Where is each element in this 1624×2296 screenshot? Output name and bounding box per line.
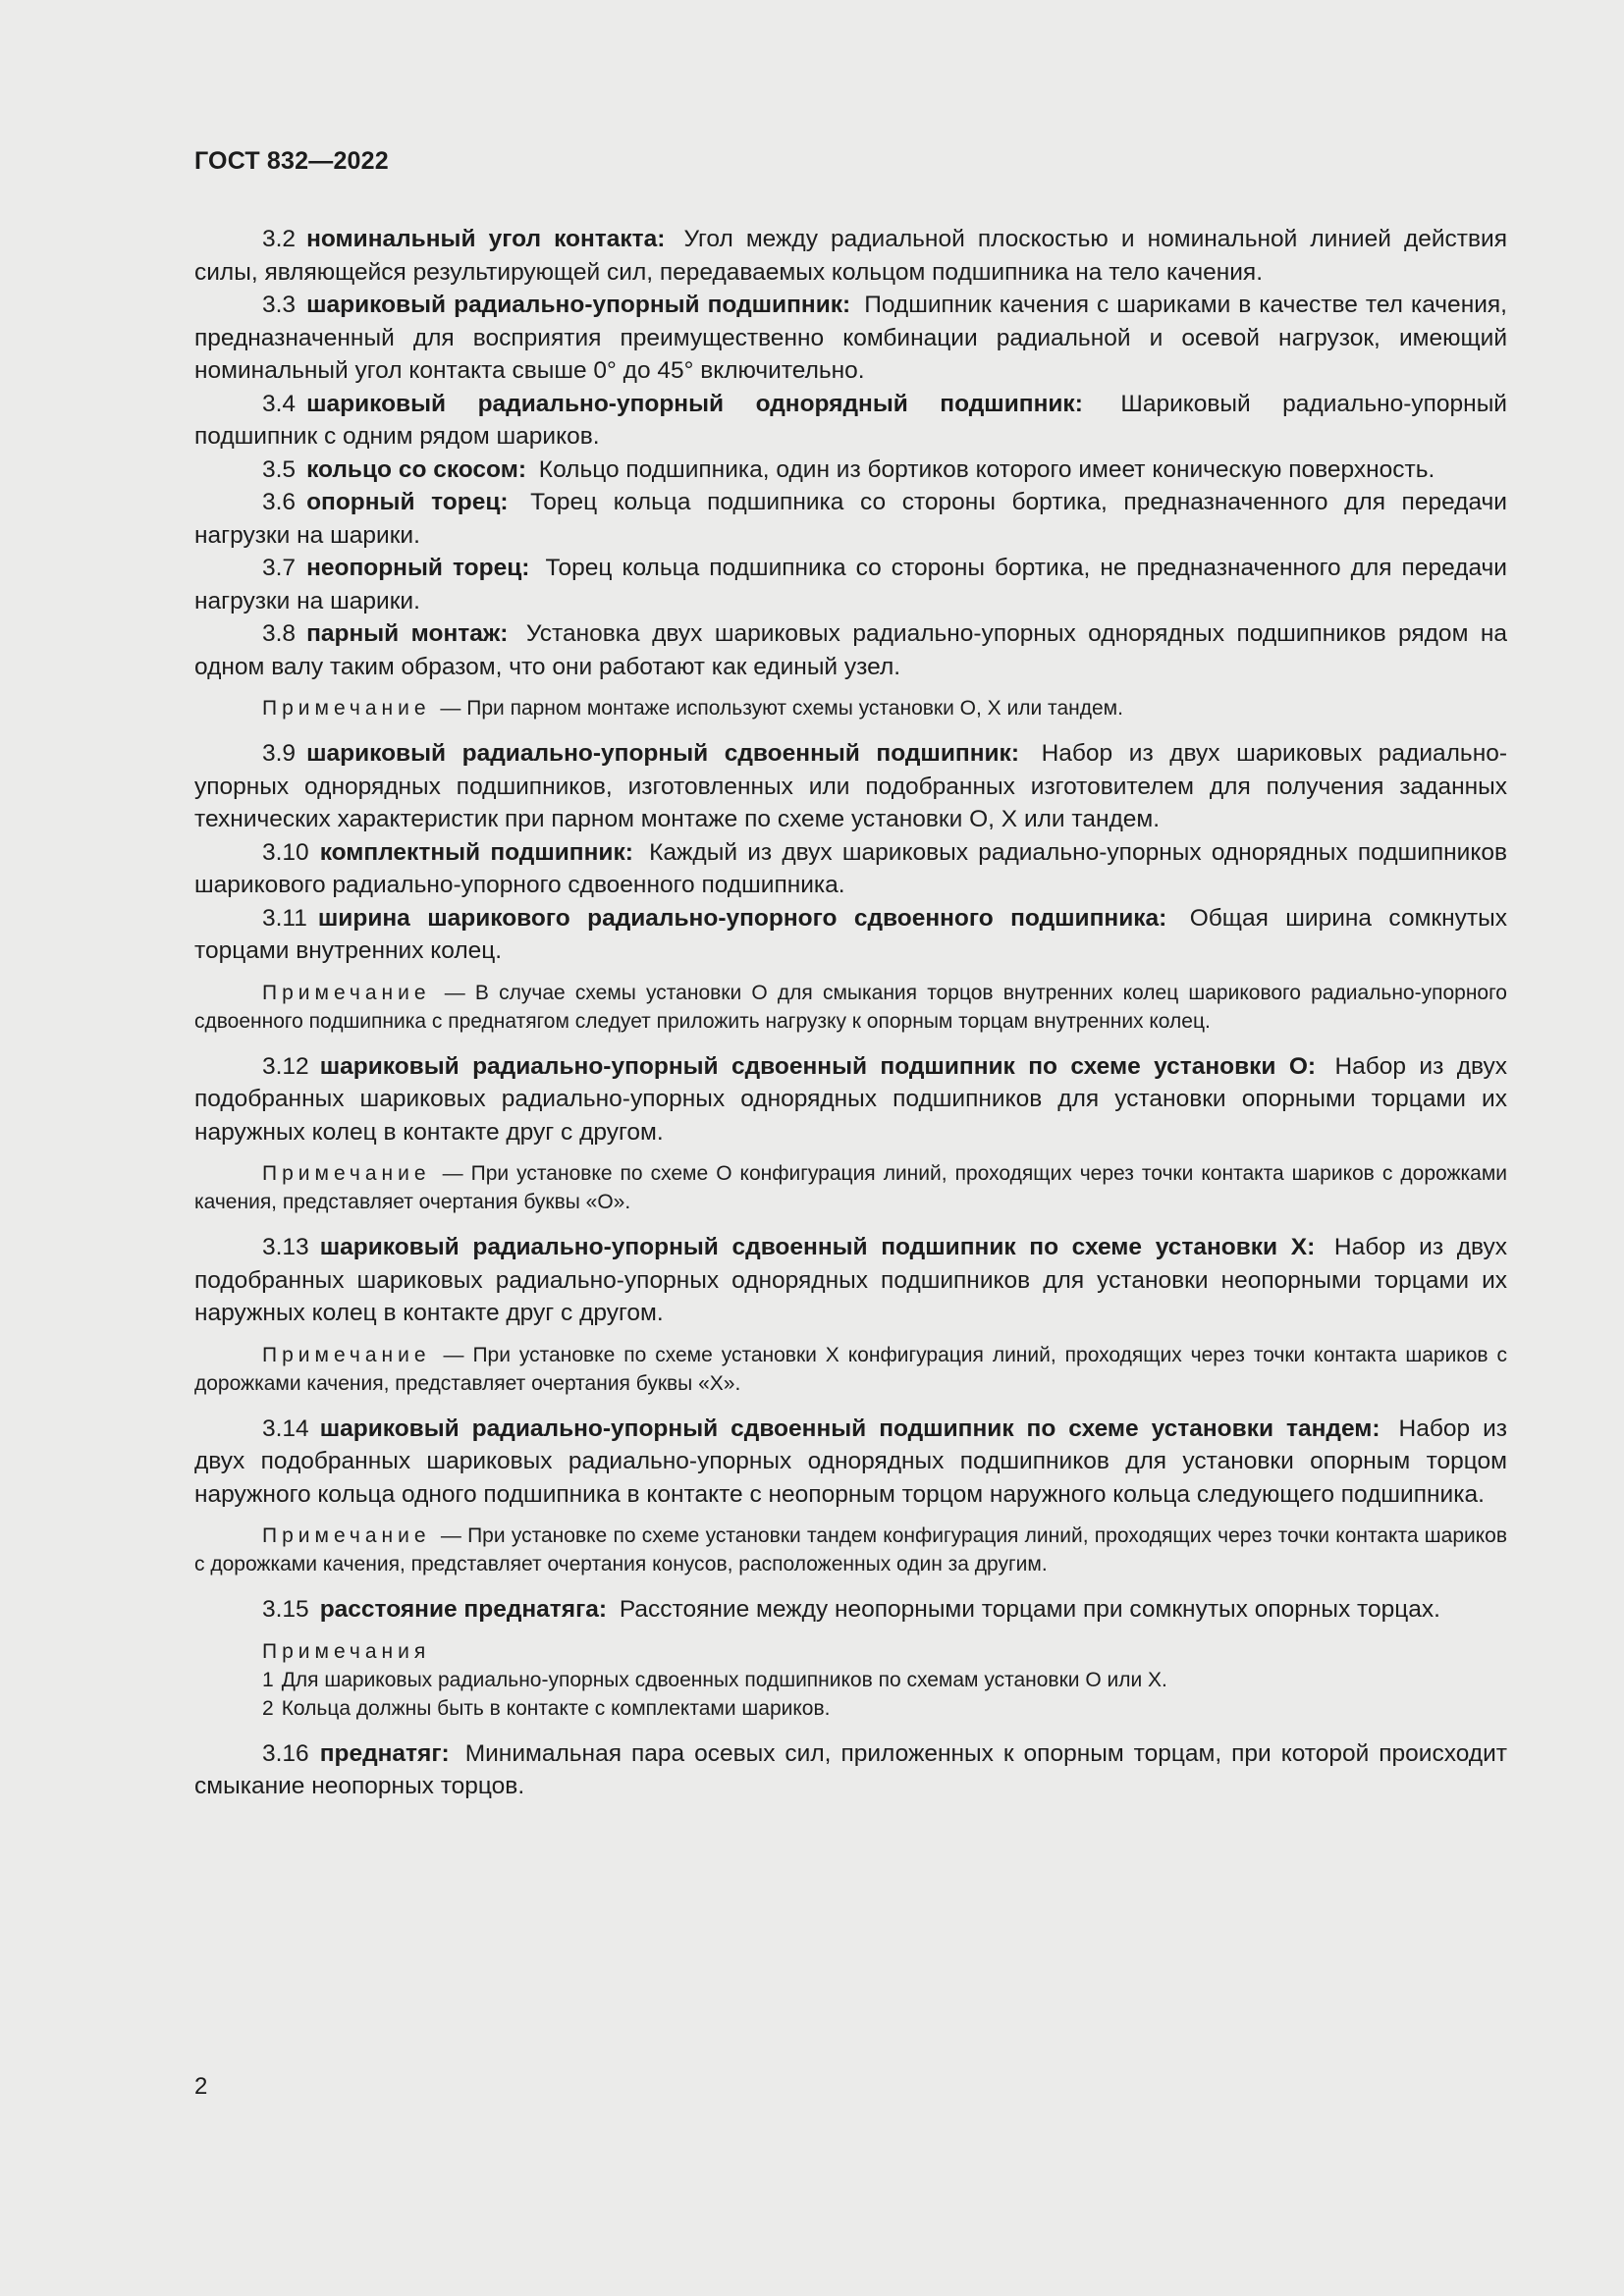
term-number: 3.8 xyxy=(262,620,297,647)
term-number: 3.11 xyxy=(262,904,307,932)
term-number: 3.9 xyxy=(262,740,297,767)
note-3-12 xyxy=(194,1159,1507,1216)
term-number: 3.15 xyxy=(262,1596,309,1623)
notes-item-text: Для шариковых радиально-упорных сдвоенных подшипников по схемам установки О или Х. xyxy=(281,1668,1167,1691)
term-name: преднатяг: xyxy=(319,1739,450,1767)
note-3-8 xyxy=(194,694,1507,722)
note-label: Примечание xyxy=(262,1343,431,1366)
term-3-5 xyxy=(194,454,1507,487)
term-definition: Общая ширина сомкнутых торцами внутренних колец. xyxy=(194,904,1507,964)
term-name: комплектный подшипник: xyxy=(319,838,633,866)
term-definition: Шариковый радиально-упорный подшипник с одним рядом шариков. xyxy=(194,390,1507,450)
term-name: расстояние преднатяга: xyxy=(319,1596,608,1623)
term-definition: Набор из двух подобранных шариковых радиально-упорных однорядных подшипников для установки опорным торцом наружного кольца одного подшипника в контакте с неопорным торцом наружного кольца следующего подшипника. xyxy=(194,1415,1507,1508)
term-3-11 xyxy=(194,902,1507,968)
note-text: — При установке по схеме установки тандем конфигурация линий, проходящих через точки контакта шариков с дорожками качения, представляет очертания конусов, расположенных один за другим. xyxy=(194,1524,1507,1575)
term-definition: Кольцо подшипника, один из бортиков которого имеет коническую поверхность. xyxy=(538,455,1435,483)
term-name: шариковый радиально-упорный сдвоенный подшипник по схеме установки О: xyxy=(319,1052,1317,1080)
notes-item-number: 2 xyxy=(262,1696,274,1720)
term-definition: Торец кольца подшипника со стороны бортика, не предназначенного для передачи нагрузки на шарики. xyxy=(194,555,1507,614)
term-3-10 xyxy=(194,836,1507,902)
note-text: — В случае схемы установки О для смыкания торцов внутренних колец шарикового радиально-упорного сдвоенного подшипника с преднатягом следует приложить нагрузку к опорным торцам внутренних колец. xyxy=(194,981,1507,1033)
term-definition: Набор из двух шариковых радиально-упорных однорядных подшипников, изготовленных или подобранных изготовителем для получения заданных технических характеристик при парном монтаже по схеме установки О, Х или тандем. xyxy=(194,740,1508,832)
term-definition: Установка двух шариковых радиально-упорных однорядных подшипников рядом на одном валу таким образом, что они работают как единый узел. xyxy=(194,620,1508,680)
term-3-8 xyxy=(194,617,1507,683)
term-name: шариковый радиально-упорный однорядный подшипник: xyxy=(306,390,1083,417)
term-name: неопорный торец: xyxy=(306,555,530,581)
term-number: 3.12 xyxy=(262,1052,309,1080)
term-name: парный монтаж: xyxy=(306,620,509,647)
term-3-2 xyxy=(194,223,1507,289)
notes-item-text: Кольца должны быть в контакте с комплектами шариков. xyxy=(281,1696,831,1720)
term-3-3 xyxy=(194,289,1507,388)
term-definition: Расстояние между неопорными торцами при сомкнутых опорных торцах. xyxy=(619,1596,1440,1623)
term-name: шариковый радиально-упорный сдвоенный подшипник по схеме установки Х: xyxy=(319,1234,1316,1260)
term-3-4 xyxy=(194,388,1507,454)
page-number: 2 xyxy=(194,2073,208,2100)
term-number: 3.13 xyxy=(262,1234,309,1260)
notes-3-15 xyxy=(194,1637,1507,1723)
note-text: — При парном монтаже используют схемы установки О, Х или тандем. xyxy=(440,697,1123,720)
term-number: 3.2 xyxy=(262,226,297,252)
term-number: 3.10 xyxy=(262,838,309,866)
term-number: 3.7 xyxy=(262,555,297,581)
term-definition: Набор из двух подобранных шариковых радиально-упорных однорядных подшипников для установки неопорными торцами их наружных колец в контакте друг с другом. xyxy=(194,1234,1508,1326)
term-3-7 xyxy=(194,552,1507,617)
term-name: шариковый радиально-упорный сдвоенный подшипник: xyxy=(306,740,1019,767)
term-3-13 xyxy=(194,1231,1507,1330)
notes-label: Примечания xyxy=(262,1639,431,1663)
term-name: шариковый радиально-упорный сдвоенный подшипник по схеме установки тандем: xyxy=(319,1415,1380,1442)
term-name: кольцо со скосом: xyxy=(306,455,526,483)
term-definition: Торец кольца подшипника со стороны бортика, предназначенного для передачи нагрузки на шарики. xyxy=(194,489,1507,549)
note-label: Примечание xyxy=(262,1524,431,1547)
term-definition: Минимальная пара осевых сил, приложенных к опорным торцам, при которой происходит смыкание неопорных торцов. xyxy=(194,1739,1507,1799)
term-name: шариковый радиально-упорный подшипник: xyxy=(306,292,851,318)
note-label: Примечание xyxy=(262,1162,431,1185)
term-3-16 xyxy=(194,1737,1507,1803)
term-number: 3.4 xyxy=(262,390,297,417)
note-3-11 xyxy=(194,979,1507,1036)
term-3-12 xyxy=(194,1050,1507,1149)
term-3-6 xyxy=(194,486,1507,552)
notes-item xyxy=(262,1666,1507,1694)
note-label: Примечание xyxy=(262,981,431,1004)
term-name: опорный торец: xyxy=(306,489,509,515)
note-text: — При установке по схеме О конфигурация линий, проходящих через точки контакта шариков с дорожками качения, представляет очертания буквы «О». xyxy=(194,1162,1507,1213)
term-name: номинальный угол контакта: xyxy=(306,226,666,252)
term-number: 3.6 xyxy=(262,489,297,515)
note-3-13 xyxy=(194,1341,1507,1398)
note-text: — При установке по схеме установки Х конфигурация линий, проходящих через точки контакта шариков с дорожками качения, представляет очертания буквы «Х». xyxy=(194,1343,1507,1395)
term-3-9 xyxy=(194,737,1507,836)
term-3-15 xyxy=(194,1593,1507,1627)
term-definition: Подшипник качения с шариками в качестве тел качения, предназначенный для восприятия преимущественно комбинации радиальной и осевой нагрузок, имеющий номинальный угол контакта свыше 0° до 45° включительно. xyxy=(194,292,1507,384)
term-3-14 xyxy=(194,1413,1507,1512)
term-number: 3.14 xyxy=(262,1415,309,1442)
term-definition: Угол между радиальной плоскостью и номинальной линией действия силы, являющейся результирующей сил, передаваемых кольцом подшипника на тело качения. xyxy=(194,226,1507,286)
notes-item-number: 1 xyxy=(262,1668,274,1691)
term-definition: Набор из двух подобранных шариковых радиально-упорных однорядных подшипников для установки опорными торцами их наружных колец в контакте друг с другом. xyxy=(194,1052,1507,1146)
term-name: ширина шарикового радиально-упорного сдвоенного подшипника: xyxy=(317,904,1167,932)
notes-item xyxy=(262,1694,1507,1723)
term-definition: Каждый из двух шариковых радиально-упорных однорядных подшипников шарикового радиально-упорного сдвоенного подшипника. xyxy=(194,838,1507,898)
note-3-14 xyxy=(194,1522,1507,1578)
terms-section xyxy=(194,223,1507,1803)
term-number: 3.3 xyxy=(262,292,297,318)
term-number: 3.16 xyxy=(262,1739,309,1767)
document-header: ГОСТ 832—2022 xyxy=(194,147,389,175)
note-label: Примечание xyxy=(262,697,431,720)
term-number: 3.5 xyxy=(262,455,297,483)
